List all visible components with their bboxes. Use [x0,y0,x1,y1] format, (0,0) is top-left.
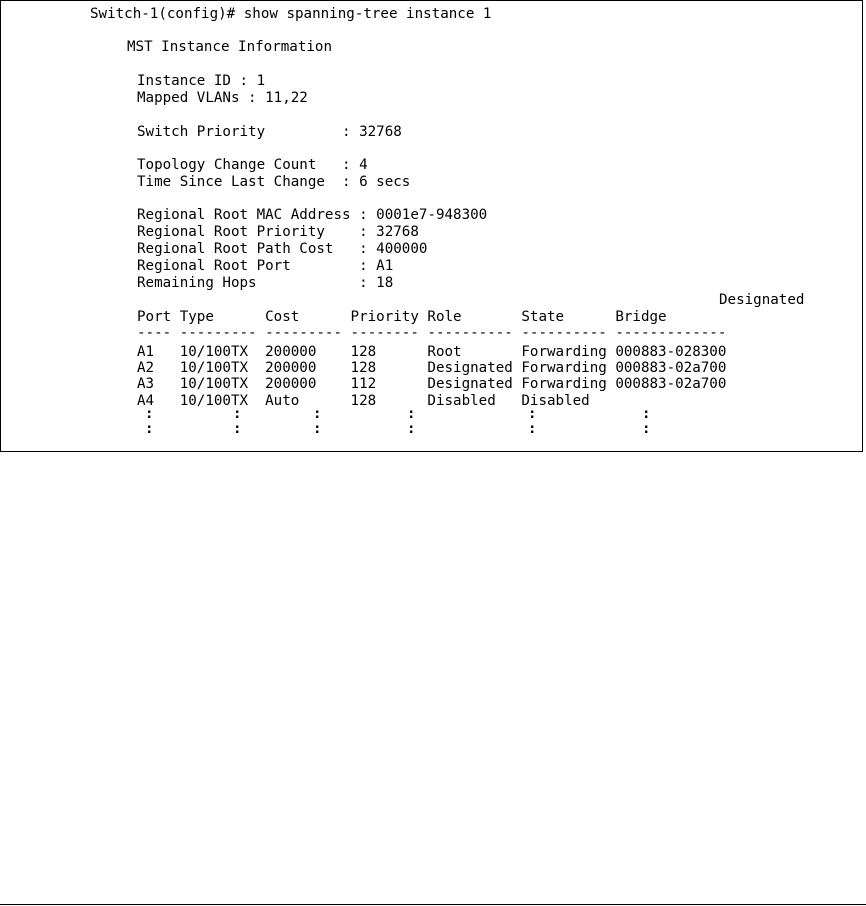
regional-root-path-cost: Regional Root Path Cost : 400000 [137,241,428,257]
regional-root-port: Regional Root Port : A1 [137,258,394,274]
continuation-dots-state: : [642,421,651,437]
table-header-designated: Designated [719,292,805,308]
continuation-dots-priority: : [407,406,416,422]
console-text [1,1,862,463]
continuation-dots-cost: : [313,406,322,422]
switch-priority: Switch Priority : 32768 [137,124,402,140]
table-header: Port Type Cost Priority Role State Bridge [137,309,667,325]
continuation-dots-cost: : [313,421,322,437]
table-row: A3 10/100TX 200000 112 Designated Forwarding 000883-02a700 [137,376,727,392]
continuation-dots-role: : [528,421,537,437]
table-row: A1 10/100TX 200000 128 Root Forwarding 000883-028300 [137,344,727,360]
continuation-dots-role: : [528,406,537,422]
terminal-output [0,0,863,452]
regional-root-mac: Regional Root MAC Address : 0001e7-948300 [137,207,488,223]
regional-root-priority: Regional Root Priority : 32768 [137,224,419,240]
page-bottom-rule [0,904,866,905]
section-title: MST Instance Information [127,39,332,55]
table-row: A4 10/100TX Auto 128 Disabled Disabled [137,393,590,409]
continuation-dots-priority: : [407,421,416,437]
instance-id: Instance ID : 1 [137,73,266,89]
time-since-last-change: Time Since Last Change : 6 secs [137,174,411,190]
mapped-vlans: Mapped VLANs : 11,22 [137,90,308,106]
continuation-dots-type: : [233,406,242,422]
continuation-dots-type: : [233,421,242,437]
continuation-dots-port: : [145,421,154,437]
topology-change-count: Topology Change Count : 4 [137,157,368,173]
remaining-hops: Remaining Hops : 18 [137,275,394,291]
continuation-dots-port: : [145,406,154,422]
table-row: A2 10/100TX 200000 128 Designated Forwarding 000883-02a700 [137,360,727,376]
command-line: Switch-1(config)# show spanning-tree instance 1 [90,6,492,22]
table-separator: ---- --------- --------- -------- ---------- ---------- ------------- [137,325,727,341]
continuation-dots-state: : [642,406,651,422]
